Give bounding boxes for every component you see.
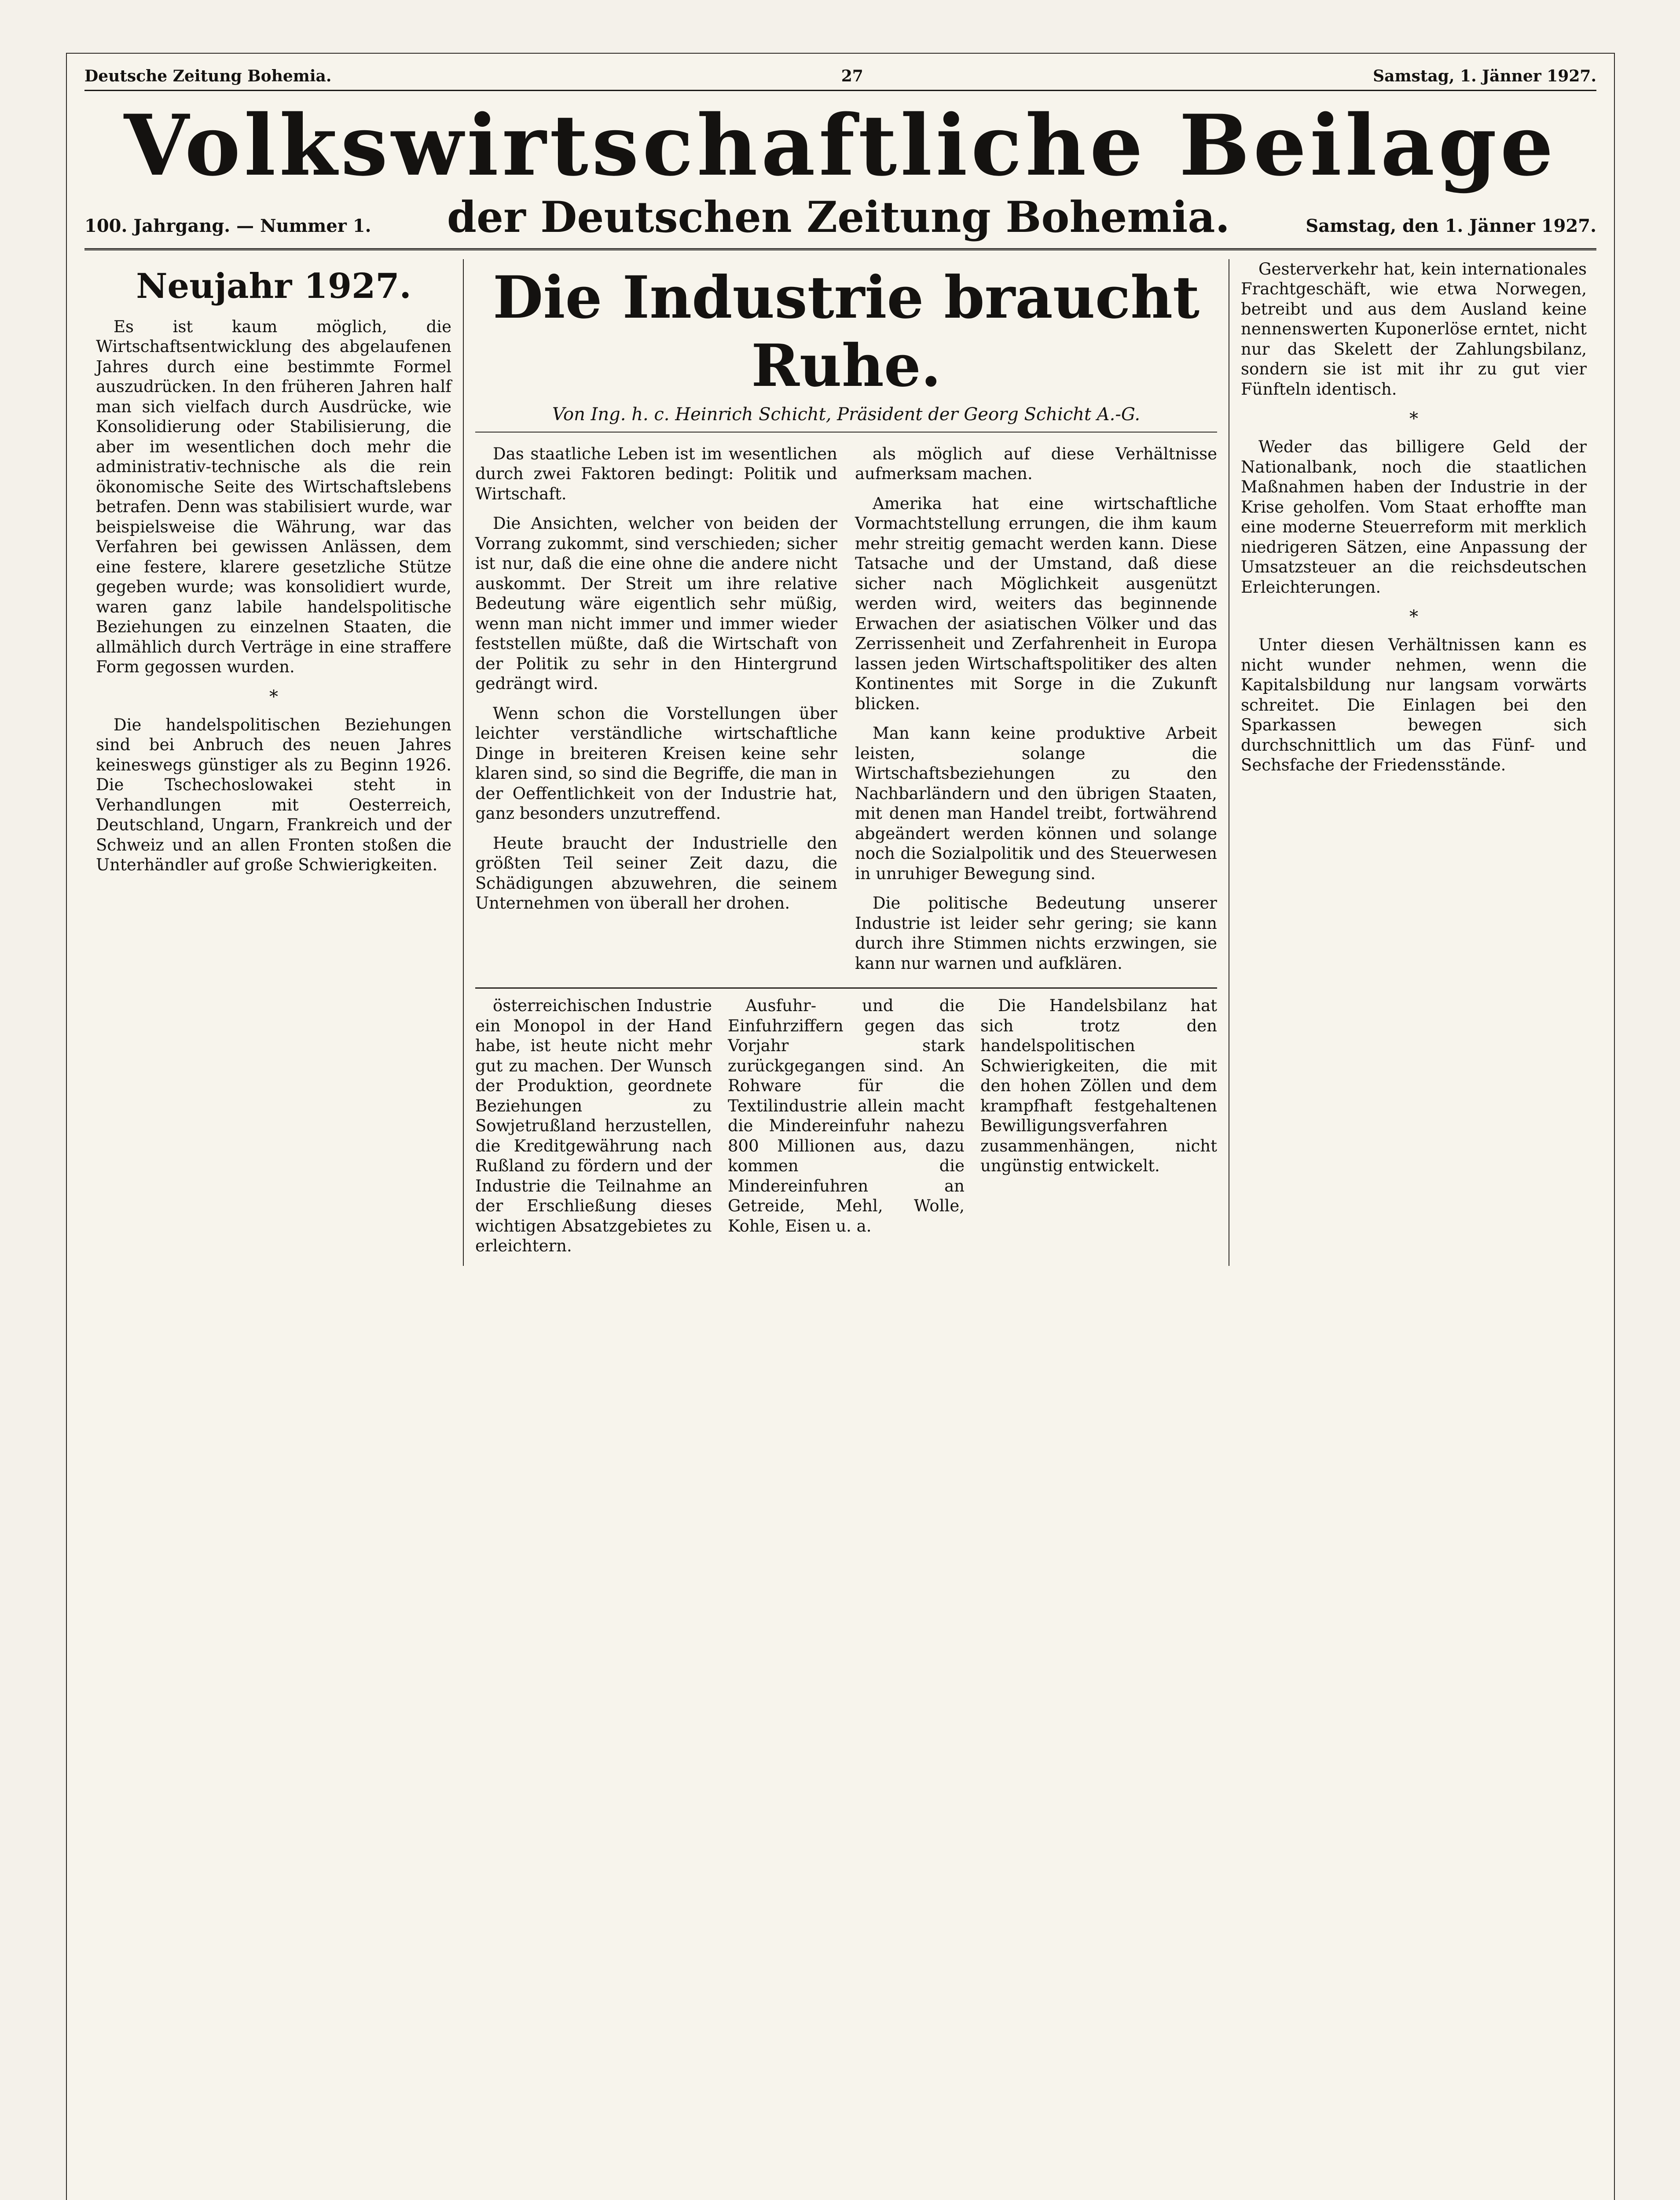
right-column <box>1229 259 1598 1266</box>
article-paragraph: Das staatliche Leben ist im wesentlichen durch zwei Faktoren bedingt: Politik und Wirtschaft. <box>475 444 837 503</box>
article-paragraph: Heute braucht der Industrielle den größten Teil seiner Zeit dazu, die Schädigungen abzuwehren, die seinem Unternehmen von überall her drohen. <box>475 833 837 913</box>
article-paragraph: Die politische Bedeutung unserer Industrie ist leider sehr gering; sie kann durch ihre Stimmen nichts erzwingen, sie kann nur warnen und aufklären. <box>855 894 1217 973</box>
issue-number: 100. Jahrgang. — Nummer 1. <box>84 215 371 236</box>
left-column <box>84 259 463 1266</box>
newspaper-page <box>66 53 1615 2200</box>
article-paragraph: Man kann keine produktive Arbeit leisten, solange die Wirtschaftsbeziehungen zu den Nachbarländern und den übrigen Staaten, mit denen man Handel treibt, fortwährend abgeändert werden können und solange noch die Sozialpolitik und des Steuerwesen in unruhiger Bewegung sind. <box>855 724 1217 883</box>
lower-continuation-band <box>475 987 1217 1266</box>
article-paragraph: Amerika hat eine wirtschaftliche Vormachtstellung errungen, die ihm kaum mehr streitig gemacht werden kann. Diese Tatsache und der Umstand, daß diese sicher nach Möglichkeit ausgenützt werden wird, weiters das beginnende Erwachen der asiatischen Völker und das Zerrissenheit und Zerfahrenheit in Europa lassen jeden Wirtschaftspolitiker des alten Kontinentes mit Sorge in die Zukunft blicken. <box>855 494 1217 713</box>
lead-article-subcolumn-2 <box>855 444 1217 983</box>
article-title-neujahr: Neujahr 1927. <box>136 266 411 306</box>
page-number: 27 <box>841 67 863 85</box>
article-paragraph: Die Handelsbilanz hat sich trotz den handelspolitischen Schwierigkeiten, die mit den hohen Zöllen und dem krampfhaft festgehaltenen Bewilligungsverfahren zusammenhängen, nicht ungünstig entwickelt. <box>980 996 1217 1175</box>
lead-article-title: Die Industrie braucht Ruhe. <box>492 263 1200 400</box>
lead-article-subcolumn-1 <box>475 444 837 983</box>
article-paragraph: Unter diesen Verhältnissen kann es nicht wunder nehmen, wenn die Kapitalsbildung nur langsam vorwärts schreitet. Die Einlagen bei den Sparkassen bewegen sich durchschnittlich um das Fünf- und Sechsfache der Friedensstände. <box>1241 635 1587 774</box>
running-header <box>84 67 1596 91</box>
article-paragraph: als möglich auf diese Verhältnisse aufmerksam machen. <box>855 444 1217 483</box>
masthead-title: Volkswirtschaftliche Beilage <box>124 96 1557 194</box>
masthead-subline <box>84 192 1596 250</box>
article-paragraph: Wenn schon die Vorstellungen über leichter verständliche wirtschaftliche Dinge in breiteren Kreisen keine sehr klaren sind, so sind die Begriffe, die man in der Oeffentlichkeit von der Industrie hat, ganz besonders unzutreffend. <box>475 704 837 823</box>
article-paragraph: österreichischen Industrie ein Monopol in der Hand habe, ist heute nicht mehr gut zu machen. Der Wunsch der Produktion, geordnete Beziehungen zu Sowjetrußland herzustellen, die Kreditgewährung nach Rußland zu fördern und der Industrie die Teilnahme an der Erschließung dieses wichtigen Absatzgebietes zu erleichtern. <box>475 996 712 1255</box>
article-columns <box>84 259 1596 1266</box>
center-column <box>463 259 1229 1266</box>
issue-date: Samstag, den 1. Jänner 1927. <box>1306 215 1596 236</box>
article-paragraph: Gesterverkehr hat, kein internationales Frachtgeschäft, wie etwa Norwegen, betreibt und aus dem Ausland keine nennenswerten Kuponerlöse erntet, nicht nur das Skelett der Zahlungsbilanz, sondern sie ist mit ihr zu gut vier Fünfteln identisch. <box>1241 259 1587 399</box>
article-paragraph: Es ist kaum möglich, die Wirtschaftsentwicklung des abgelaufenen Jahres durch eine bestimmte Formel auszudrücken. In den früheren Jahren half man sich vielfach durch Ausdrücke, wie Konsolidierung oder Stabilisierung, die aber im wesentlichen doch mehr die administrativ-technische als die rein ökonomische Seite des Wirtschaftslebens betrafen. Denn was stabilisiert wurde, war beispielsweise die Währung, war das Verfahren bei gewissen Anlässen, dem eine festere, klarere gesetzliche Stütze gegeben wurde; was konsolidiert wurde, waren ganz labile handelspolitische Beziehungen zu einzelnen Staaten, die allmählich durch Verträge in eine straffere Form gegossen wurden. <box>96 317 451 676</box>
section-divider: * <box>1409 607 1418 627</box>
publication-name: der Deutschen Zeitung Bohemia. <box>447 192 1230 242</box>
article-paragraph: Die handelspolitischen Beziehungen sind bei Anbruch des neuen Jahres keineswegs günstiger als zu Beginn 1926. Die Tschechoslowakei steht in Verhandlungen mit Oesterreich, Deutschland, Ungarn, Frankreich und der Schweiz und an allen Fronten stoßen die Unterhändler auf große Schwierigkeiten. <box>96 715 451 874</box>
article-paragraph: Weder das billigere Geld der Nationalbank, noch die staatlichen Maßnahmen haben der Industrie in der Krise geholfen. Vom Staat erhoffte man eine moderne Steuerreform mit merklich niedrigeren Sätzen, eine Anpassung der Umsatzsteuer an die reichsdeutschen Erleichterungen. <box>1241 437 1587 597</box>
section-divider: * <box>269 686 278 707</box>
article-paragraph: Die Ansichten, welcher von beiden der Vorrang zukommt, sind verschieden; sicher ist nur, daß die eine ohne die andere nicht auskommt. Der Streit um ihre relative Bedeutung wäre eigentlich sehr müßig, wenn man nicht immer und immer wieder feststellen müßte, daß die Wirtschaft von der Politik zu sehr in den Hintergrund gedrängt wird. <box>475 514 837 693</box>
section-divider: * <box>1409 409 1418 429</box>
article-paragraph: Ausfuhr- und die Einfuhrziffern gegen das Vorjahr stark zurückgegangen sind. An Rohware für die Textilindustrie allein macht die Mindereinfuhr nahezu 800 Millionen aus, dazu kommen die Mindereinfuhren an Getreide, Mehl, Wolle, Kohle, Eisen u. a. <box>728 996 965 1236</box>
runhead-left: Deutsche Zeitung Bohemia. <box>84 67 332 85</box>
runhead-date: Samstag, 1. Jänner 1927. <box>1373 67 1596 85</box>
lead-article-byline: Von Ing. h. c. Heinrich Schicht, Präsident der Georg Schicht A.-G. <box>475 404 1217 433</box>
lead-article-body <box>475 444 1217 983</box>
